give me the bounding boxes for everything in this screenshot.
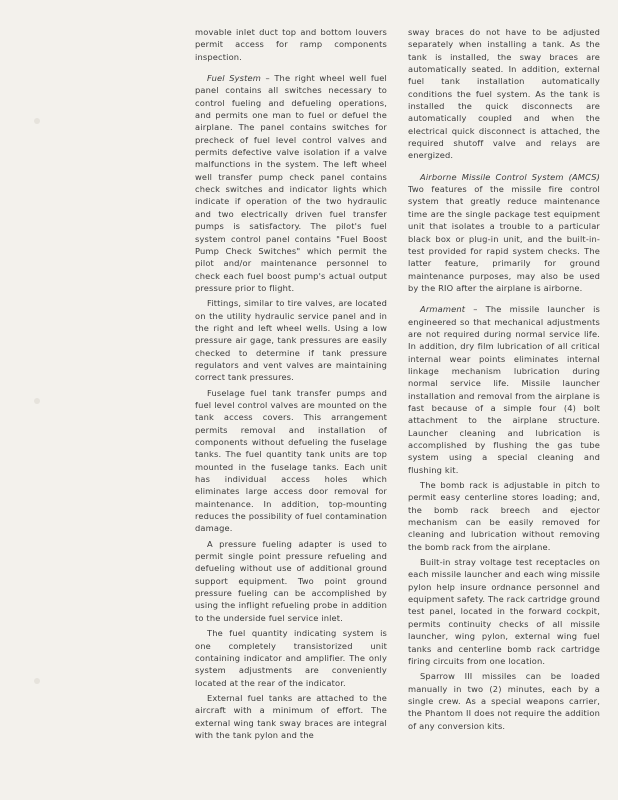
paragraph (195, 627, 387, 689)
paragraph (408, 26, 600, 162)
paragraph-text: The right wheel well fuel panel contains all switches necessary to control fueling and defueling operations, and permits one man to fuel or defuel the airplane. The panel contains switches for precheck of fuel level control valves and permits defective valve isolation if a valve malfunctions in the system. The left wheel well transfer pump check panel contains check switches and indicator lights which indicate if operation of the two hydraulic and two electrically driven fuel transfer pumps is satisfactory. The pilot's fuel system control panel contains "Fuel Boost Pump Check Switches" which permit the pilot and/or maintenance personnel to check each fuel boost pump's actual output pressure prior to flight. (195, 73, 388, 293)
paragraph (195, 26, 387, 63)
paragraph: Armament – The missile launcher is engineered so that mechanical adjustments are not required during normal service life. In addition, dry film lubrication of all critical internal wear points eliminates internal linkage mechanism lubrication during normal service life. Missile launcher installation and removal from the airplane is fast because of a simple four (4) bolt attachment to the airplane structure. Launcher cleaning and lubrication is accomplished by flushing the gas tube system using a special cleaning and flushing kit. (408, 304, 600, 475)
paragraph-text: Built-in stray voltage test receptacles on each missile launcher and each wing missile pylon help insure ordnance personnel and equipment safety. The rack cartridge ground test panel, located in the forward cockpit, permits continuity checks of all missile launcher, wing pylon, external wing fuel tanks and centerline bomb rack cartridge firing circuits from one location. (408, 557, 600, 666)
paragraph (195, 297, 387, 383)
paragraph (195, 387, 387, 535)
paragraph-text: movable inlet duct top and bottom louvers permit access for ramp components inspection. (195, 27, 387, 62)
paragraph-text: A pressure fueling adapter is used to permit single point pressure refueling and defueling without use of additional ground support equipment. Two point ground pressure fueling can be accomplished by using the inflight refueling probe in addition to the underside fuel service inlet. (195, 538, 387, 623)
punch-hole (34, 678, 40, 684)
paragraph: Fuel System – The right wheel well fuel panel contains all switches necessary to control fueling and defueling operations, and permits one man to fuel or defuel the airplane. The panel contains switches for precheck of fuel level control valves and permits defective valve isolation if a valve malfunctions in the system. The left wheel well transfer pump check panel contains check switches and indicator lights which indicate if operation of the two hydraulic and two electrically driven fuel transfer pumps is satisfactory. The pilot's fuel system control panel contains "Fuel Boost Pump Check Switches" which permit the pilot and/or maintenance personnel to check each fuel boost pump's actual output pressure prior to flight. (195, 73, 388, 293)
section-heading: Armament (420, 304, 466, 315)
paragraph-text: The bomb rack is adjustable in pitch to permit easy centerline stores loading; and, the bomb rack breech and ejector mechanism can be easily removed for cleaning and lubrication without removing the bomb rack from the airplane. (408, 480, 600, 552)
punch-hole (34, 118, 40, 124)
paragraph-text: sway braces do not have to be adjusted separately when installing a tank. As the tank is installed, the sway braces are automatically seated. In addition, external fuel tank installation automatically conditions the fuel system. As the tank is installed the quick disconnects are automatically coupled and when the electrical quick disconnect is attached, the required shutoff valve and relays are energized. (408, 27, 600, 161)
paragraph-text: Sparrow III missiles can be loaded manually in two (2) minutes, each by a single crew. As a special weapons carrier, the Phantom II does not require the addition of any conversion kits. (408, 671, 600, 731)
paragraph-text: The missile launcher is engineered so that mechanical adjustments are not required during normal service life. In addition, dry film lubrication of all critical internal wear points eliminates internal linkage mechanism lubrication during normal service life. Missile launcher installation and removal from the airplane is fast because of a simple four (4) bolt attachment to the airplane structure. Launcher cleaning and lubrication is accomplished by flushing the gas tube system using a special cleaning and flushing kit. (408, 304, 600, 475)
punch-hole (34, 398, 40, 404)
left-column (195, 26, 387, 744)
paragraph (408, 670, 600, 732)
paragraph (195, 538, 387, 624)
section-heading: Fuel System (207, 73, 262, 84)
section-heading: Airborne Missile Control System (AMCS) (420, 171, 600, 182)
paragraph-text: External fuel tanks are attached to the aircraft with a minimum of effort. The external wing tank sway braces are integral with the tank pylon and the (195, 692, 387, 740)
paragraph (408, 479, 600, 553)
paragraph-text: Two features of the missile fire control system that greatly reduce maintenance time are the single package test equipment unit that isolates a trouble to a particular black box or plug-in unit, and the built-in-test provided for rapid system checks. The latter feature, primarily for ground maintenance purposes, may also be used by the RIO after the airplane is airborne. (408, 184, 600, 293)
paragraph-text: Fuselage fuel tank transfer pumps and fuel level control valves are mounted on the tank access covers. This arrangement permits removal and installation of components without defueling the fuselage tanks. The fuel quantity tank units are top mounted in the fuselage tanks. Each unit has individual access holes which eliminates large access door removal for maintenance. In addition, top-mounting reduces the possibility of fuel contamination damage. (195, 387, 387, 534)
right-column (408, 26, 600, 735)
paragraph-text: The fuel quantity indicating system is one completely transistorized unit containing indicator and amplifier. The only system adjustments are conveniently located at the rear of the indicator. (195, 628, 387, 688)
paragraph (195, 692, 387, 741)
paragraph-text: Fittings, similar to tire valves, are located on the utility hydraulic service panel and in the right and left wheel wells. Using a low pressure air gage, tank pressures are easily checked to determine if tank pressure regulators and vent valves are maintaining correct tank pressures. (195, 298, 387, 383)
paragraph (408, 171, 600, 294)
paragraph (408, 556, 600, 667)
